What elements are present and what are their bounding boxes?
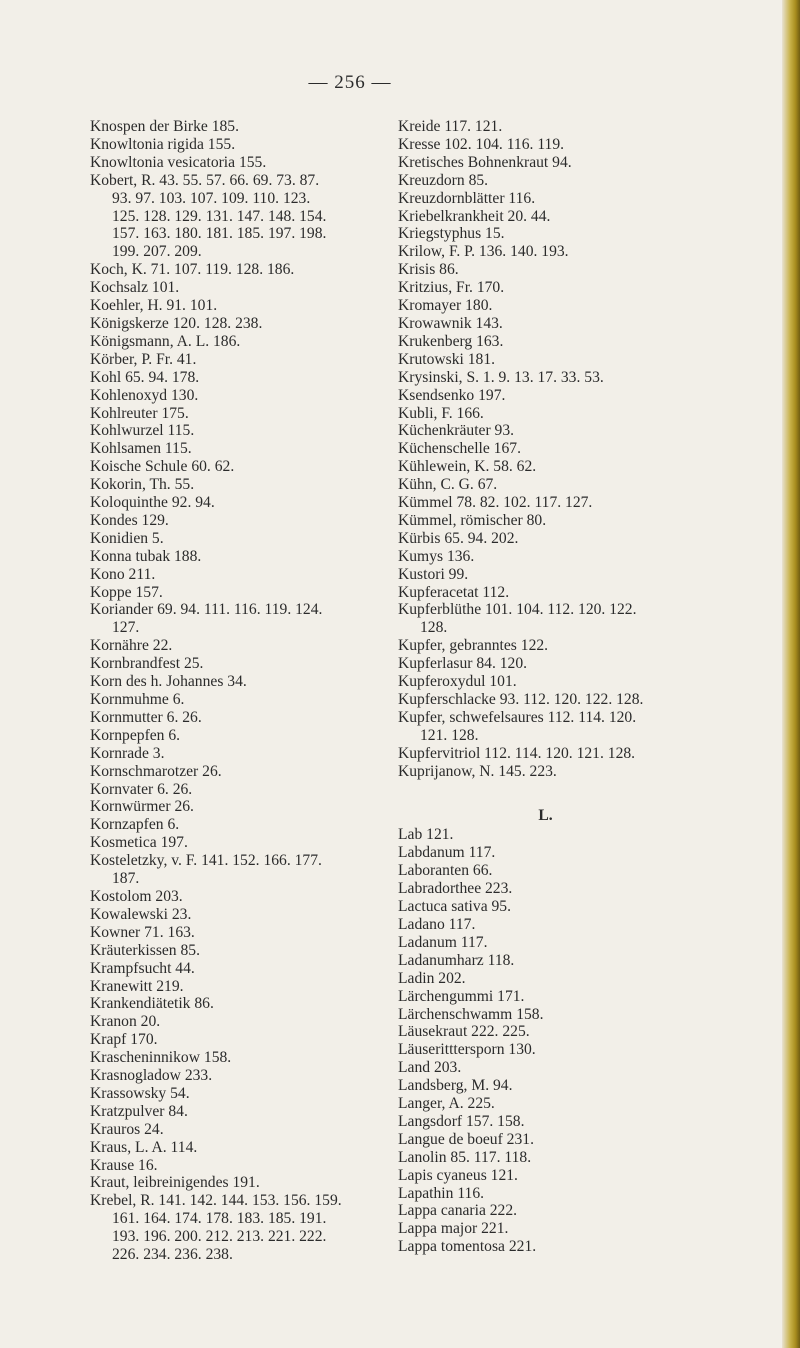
- index-entry-line: Kratzpulver 84.: [90, 1102, 188, 1120]
- index-entry: [90, 816, 385, 834]
- index-entry-continuation: 199. 207. 209.: [112, 243, 202, 261]
- page-number: — 256 —: [308, 72, 392, 93]
- index-entry: [398, 1167, 693, 1185]
- index-entry-line: Kustori 99.: [398, 565, 469, 583]
- index-entry-continuation: 121. 128.: [420, 726, 479, 744]
- index-entry: [398, 1041, 693, 1059]
- index-entry-line: Kumys 136.: [398, 547, 475, 565]
- index-entry: [90, 530, 385, 548]
- index-entry-line: Ladanumharz 118.: [398, 951, 515, 969]
- index-entry-line: Krukenberg 163.: [398, 332, 504, 350]
- index-entry: [90, 1139, 385, 1157]
- index-entry: [398, 530, 693, 548]
- index-entry: [398, 763, 693, 781]
- index-entry: [90, 548, 385, 566]
- index-entry-line: Lanolin 85. 117. 118.: [398, 1148, 532, 1166]
- index-entry-line: Kornmutter 6. 26.: [90, 708, 202, 726]
- index-entry-line: Kritzius, Fr. 170.: [398, 279, 505, 297]
- index-entry: [90, 852, 385, 888]
- index-entry-line: Lapis cyaneus 121.: [398, 1166, 518, 1184]
- index-entry: [398, 1185, 693, 1203]
- index-entry: [398, 934, 693, 952]
- index-entry: [398, 458, 693, 476]
- index-entry: [90, 333, 385, 351]
- index-entry: [90, 387, 385, 405]
- index-entry-line: Lapathin 116.: [398, 1184, 485, 1202]
- index-entry: [398, 190, 693, 208]
- index-entry-line: Krowawnik 143.: [398, 314, 503, 332]
- index-entry: [90, 995, 385, 1013]
- index-entry: [398, 279, 693, 297]
- index-entry: [398, 655, 693, 673]
- index-entry: [90, 172, 385, 262]
- index-entry: [90, 566, 385, 584]
- index-entry-line: Kuprijanow, N. 145. 223.: [398, 762, 557, 780]
- index-entry-line: Lappa canaria 222.: [398, 1202, 518, 1220]
- index-entry: [398, 154, 693, 172]
- index-entry-line: Kupfervitriol 112. 114. 120. 121. 128.: [398, 744, 636, 762]
- index-entry-line: Lappa major 221.: [398, 1220, 509, 1238]
- index-entry-continuation: 187.: [112, 870, 140, 888]
- index-entry-line: Kohlenoxyd 130.: [90, 386, 199, 404]
- index-entry: [90, 727, 385, 745]
- index-entry-line: Kornschmarotzer 26.: [90, 762, 222, 780]
- index-entry: [90, 1192, 385, 1264]
- index-entry: [90, 763, 385, 781]
- index-entry-line: Kono 211.: [90, 565, 156, 583]
- index-entry: [398, 1113, 693, 1131]
- index-entry-line: Kondes 129.: [90, 511, 169, 529]
- index-entry-line: Land 203.: [398, 1059, 462, 1077]
- index-entry: [90, 494, 385, 512]
- index-entry: [90, 978, 385, 996]
- index-entry-line: Kupfer, schwefelsaures 112. 114. 120.: [398, 708, 637, 726]
- index-entry: [398, 548, 693, 566]
- index-entry: [90, 476, 385, 494]
- index-entry: [398, 637, 693, 655]
- index-entry: [90, 798, 385, 816]
- index-entry-line: Krebel, R. 141. 142. 144. 153. 156. 159.: [90, 1192, 342, 1210]
- index-entry-line: Kohlwurzel 115.: [90, 422, 195, 440]
- index-entry-line: Krascheninnikow 158.: [90, 1049, 232, 1067]
- index-entry-line: Kümmel, römischer 80.: [398, 511, 547, 529]
- index-entry: [398, 916, 693, 934]
- index-entry: [398, 405, 693, 423]
- index-entry-line: Kupfer, gebranntes 122.: [398, 637, 549, 655]
- index-entry: [398, 351, 693, 369]
- index-entry: [398, 315, 693, 333]
- index-entry: [90, 924, 385, 942]
- index-entry: [398, 566, 693, 584]
- index-entry: [90, 1174, 385, 1192]
- index-entry-line: Kupferoxydul 101.: [398, 673, 517, 691]
- index-entry: [398, 369, 693, 387]
- index-entry-line: Kranewitt 219.: [90, 977, 184, 995]
- index-entry: [398, 422, 693, 440]
- index-entry-line: Läuseritttersporn 130.: [398, 1041, 536, 1059]
- index-entry-line: Ksendsenko 197.: [398, 386, 506, 404]
- index-entry: [398, 691, 693, 709]
- index-entry-line: Kosteletzky, v. F. 141. 152. 166. 177.: [90, 852, 322, 870]
- index-entry: [90, 942, 385, 960]
- index-entry: [398, 476, 693, 494]
- index-entry: [398, 208, 693, 226]
- index-entry-line: Koriander 69. 94. 111. 116. 119. 124.: [90, 601, 323, 619]
- index-entry: [398, 225, 693, 243]
- index-entry-line: Kornähre 22.: [90, 637, 173, 655]
- index-entry-line: Laboranten 66.: [398, 862, 493, 880]
- index-column-left: [90, 118, 385, 1264]
- index-entry-line: Königsmann, A. L. 186.: [90, 332, 241, 350]
- index-entry: [90, 584, 385, 602]
- index-entry: [398, 1023, 693, 1041]
- index-entry-line: Kornrade 3.: [90, 744, 165, 762]
- index-entry-line: Kranon 20.: [90, 1013, 161, 1031]
- index-entry: [398, 673, 693, 691]
- index-entry-line: Labdanum 117.: [398, 844, 496, 862]
- index-entry: [90, 440, 385, 458]
- index-entry-line: Kraus, L. A. 114.: [90, 1138, 198, 1156]
- index-entry-line: Kornwürmer 26.: [90, 798, 194, 816]
- index-section-l: [398, 826, 693, 1256]
- index-entry-line: Koch, K. 71. 107. 119. 128. 186.: [90, 261, 295, 279]
- index-entry: [398, 261, 693, 279]
- index-entry: [90, 458, 385, 476]
- index-entry-line: Koppe 157.: [90, 583, 163, 601]
- index-entry: [90, 960, 385, 978]
- index-entry: [90, 709, 385, 727]
- index-entry-line: Kohl 65. 94. 178.: [90, 368, 200, 386]
- index-entry-line: Küchenkräuter 93.: [398, 422, 515, 440]
- index-entry-line: Kreuzdornblätter 116.: [398, 189, 536, 207]
- index-entry-line: Lappa tomentosa 221.: [398, 1238, 537, 1256]
- index-entry: [90, 1067, 385, 1085]
- index-entry-line: Läusekraut 222. 225.: [398, 1023, 530, 1041]
- index-entry-line: Krankendiätetik 86.: [90, 995, 214, 1013]
- index-entry-line: Kornmuhme 6.: [90, 691, 185, 708]
- index-entry-line: Kobert, R. 43. 55. 57. 66. 69. 73. 87.: [90, 171, 320, 189]
- index-entry: [398, 512, 693, 530]
- index-entry-line: Korn des h. Johannes 34.: [90, 673, 247, 691]
- index-entry: [90, 834, 385, 852]
- index-entry: [398, 297, 693, 315]
- index-entry: [398, 898, 693, 916]
- index-entry: [90, 906, 385, 924]
- index-entry-line: Kohlsamen 115.: [90, 440, 192, 458]
- index-entry-line: Küchenschelle 167.: [398, 440, 521, 458]
- index-entry: [398, 1095, 693, 1113]
- index-entry-continuation: 128.: [420, 619, 448, 637]
- index-entry-line: Kohlreuter 175.: [90, 404, 189, 422]
- index-entry-line: Langue de boeuf 231.: [398, 1130, 534, 1148]
- index-entry: [398, 387, 693, 405]
- index-entry-line: Langer, A. 225.: [398, 1095, 495, 1113]
- index-entry-continuation: 161. 164. 174. 178. 183. 185. 191.: [112, 1210, 327, 1228]
- index-entry: [398, 136, 693, 154]
- index-entry: [90, 154, 385, 172]
- index-entry-line: Kupferacetat 112.: [398, 583, 510, 601]
- index-entry: [398, 1077, 693, 1095]
- index-entry-line: Krysinski, S. 1. 9. 13. 17. 33. 53.: [398, 368, 604, 386]
- index-entry: [90, 637, 385, 655]
- index-entry: [398, 826, 693, 844]
- index-entry-line: Kowalewski 23.: [90, 905, 192, 923]
- index-entry: [398, 243, 693, 261]
- index-entry-line: Kupferblüthe 101. 104. 112. 120. 122.: [398, 601, 637, 619]
- index-entry-line: Knowltonia rigida 155.: [90, 135, 236, 153]
- index-entry-line: Kürbis 65. 94. 202.: [398, 529, 519, 547]
- index-entry-line: Krauros 24.: [90, 1120, 164, 1138]
- index-entry-line: Krapf 170.: [90, 1031, 158, 1049]
- index-entry: [398, 440, 693, 458]
- index-entry-line: Kornbrandfest 25.: [90, 655, 204, 673]
- index-entry-line: Kreide 117. 121.: [398, 118, 503, 135]
- index-entry-line: Knospen der Birke 185.: [90, 118, 239, 135]
- index-entry-line: Landsberg, M. 94.: [398, 1077, 513, 1095]
- index-entry-line: Lab 121.: [398, 826, 454, 844]
- index-entry-line: Koische Schule 60. 62.: [90, 458, 235, 476]
- index-entry-continuation: 226. 234. 236. 238.: [112, 1246, 233, 1264]
- index-entry-line: Ladanum 117.: [398, 933, 488, 951]
- index-entry-line: Lactuca sativa 95.: [398, 898, 512, 916]
- index-entry-line: Kriegstyphus 15.: [398, 225, 505, 243]
- index-entry: [398, 1006, 693, 1024]
- index-entry-line: Konidien 5.: [90, 529, 164, 547]
- index-entry: [90, 369, 385, 387]
- index-entry-line: Kresse 102. 104. 116. 119.: [398, 135, 565, 153]
- index-entry: [90, 136, 385, 154]
- index-entry-line: Kornvater 6. 26.: [90, 780, 193, 798]
- index-entry-line: Krause 16.: [90, 1156, 158, 1174]
- index-entry-line: Krassowsky 54.: [90, 1084, 190, 1102]
- index-entry-line: Krampfsucht 44.: [90, 959, 195, 977]
- index-entry: [90, 888, 385, 906]
- index-entry-line: Knowltonia vesicatoria 155.: [90, 153, 267, 171]
- index-entry: [398, 584, 693, 602]
- index-entry-line: Kosmetica 197.: [90, 834, 188, 852]
- index-entry: [90, 1049, 385, 1067]
- index-entry: [398, 494, 693, 512]
- index-entry: [90, 279, 385, 297]
- index-entry-line: Königskerze 120. 128. 238.: [90, 314, 263, 332]
- index-entry: [90, 405, 385, 423]
- index-entry: [90, 315, 385, 333]
- index-entry: [398, 172, 693, 190]
- index-entry-line: Kriebelkrankheit 20. 44.: [398, 207, 551, 225]
- index-entry-line: Kochsalz 101.: [90, 279, 180, 297]
- index-entry-line: Langsdorf 157. 158.: [398, 1112, 525, 1130]
- index-entry-continuation: 93. 97. 103. 107. 109. 110. 123.: [112, 189, 311, 207]
- index-entry-line: Kühlewein, K. 58. 62.: [398, 458, 537, 476]
- index-entry: [398, 333, 693, 351]
- index-entry: [90, 1031, 385, 1049]
- index-entry: [90, 512, 385, 530]
- index-entry: [398, 1238, 693, 1256]
- index-entry: [90, 1121, 385, 1139]
- index-entry-line: Lärchengummi 171.: [398, 987, 525, 1005]
- index-column-right: [398, 118, 693, 1256]
- index-entry-line: Kreuzdorn 85.: [398, 171, 489, 189]
- index-entry: [398, 880, 693, 898]
- index-entry: [90, 1013, 385, 1031]
- index-entry: [90, 422, 385, 440]
- index-entry-line: Labradorthee 223.: [398, 880, 513, 898]
- index-entry: [398, 1059, 693, 1077]
- index-entry-line: Ladano 117.: [398, 915, 476, 933]
- index-entry-continuation: 193. 196. 200. 212. 213. 221. 222.: [112, 1228, 327, 1246]
- index-entry-line: Kornpepfen 6.: [90, 726, 181, 744]
- index-entry-line: Kupferschlacke 93. 112. 120. 122. 128.: [398, 691, 644, 708]
- section-heading-l: L.: [538, 806, 553, 824]
- index-entry-line: Kokorin, Th. 55.: [90, 476, 195, 494]
- index-entry: [90, 673, 385, 691]
- index-entry-line: Kraut, leibreinigendes 191.: [90, 1174, 260, 1192]
- page-edge: [782, 0, 800, 1348]
- index-entry: [398, 1131, 693, 1149]
- index-entry: [90, 261, 385, 279]
- index-entry: [90, 297, 385, 315]
- index-entry: [90, 655, 385, 673]
- index-entry: [398, 601, 693, 637]
- index-entry: [398, 1149, 693, 1167]
- index-entry-line: Krasnogladow 233.: [90, 1067, 213, 1085]
- index-entry: [90, 1103, 385, 1121]
- index-entry: [398, 709, 693, 745]
- index-entry: [90, 745, 385, 763]
- index-entry: [90, 691, 385, 709]
- index-entry-line: Lärchenschwamm 158.: [398, 1005, 544, 1023]
- index-entry: [398, 862, 693, 880]
- index-entry: [398, 1220, 693, 1238]
- index-entry: [90, 1085, 385, 1103]
- index-entry-line: Kupferlasur 84. 120.: [398, 655, 528, 673]
- index-entry: [398, 952, 693, 970]
- index-entry-line: Kubli, F. 166.: [398, 404, 484, 422]
- index-entry-line: Kühn, C. G. 67.: [398, 476, 498, 494]
- index-entry-line: Krisis 86.: [398, 261, 459, 279]
- index-entry-continuation: 125. 128. 129. 131. 147. 148. 154.: [112, 207, 327, 225]
- index-entry-continuation: 157. 163. 180. 181. 185. 197. 198.: [112, 225, 327, 243]
- index-section-k: [398, 118, 693, 781]
- index-entry-continuation: 127.: [112, 619, 140, 637]
- index-entry-line: Kowner 71. 163.: [90, 923, 195, 941]
- index-entry-line: Koloquinthe 92. 94.: [90, 494, 215, 512]
- index-entry-line: Kostolom 203.: [90, 887, 183, 905]
- index-entry-line: Kornzapfen 6.: [90, 816, 180, 834]
- index-entry-line: Kretisches Bohnenkraut 94.: [398, 153, 572, 171]
- index-entry-line: Kümmel 78. 82. 102. 117. 127.: [398, 494, 593, 512]
- index-entry: [90, 118, 385, 136]
- index-entry-line: Körber, P. Fr. 41.: [90, 350, 197, 368]
- index-entry: [90, 1157, 385, 1175]
- index-entry-line: Kräuterkissen 85.: [90, 941, 200, 959]
- index-entry: [90, 601, 385, 637]
- index-entry-line: Konna tubak 188.: [90, 547, 202, 565]
- index-entry-line: Krilow, F. P. 136. 140. 193.: [398, 243, 569, 261]
- index-entry-line: Krutowski 181.: [398, 350, 496, 368]
- index-entry: [398, 844, 693, 862]
- index-entry: [90, 781, 385, 799]
- index-entry: [90, 351, 385, 369]
- index-entry: [398, 118, 693, 136]
- index-entry: [398, 1202, 693, 1220]
- index-entry: [398, 970, 693, 988]
- index-entry: [398, 745, 693, 763]
- index-entry-line: Ladin 202.: [398, 969, 466, 987]
- index-entry-line: Kromayer 180.: [398, 297, 493, 315]
- index-entry-line: Koehler, H. 91. 101.: [90, 297, 218, 315]
- index-entry: [398, 988, 693, 1006]
